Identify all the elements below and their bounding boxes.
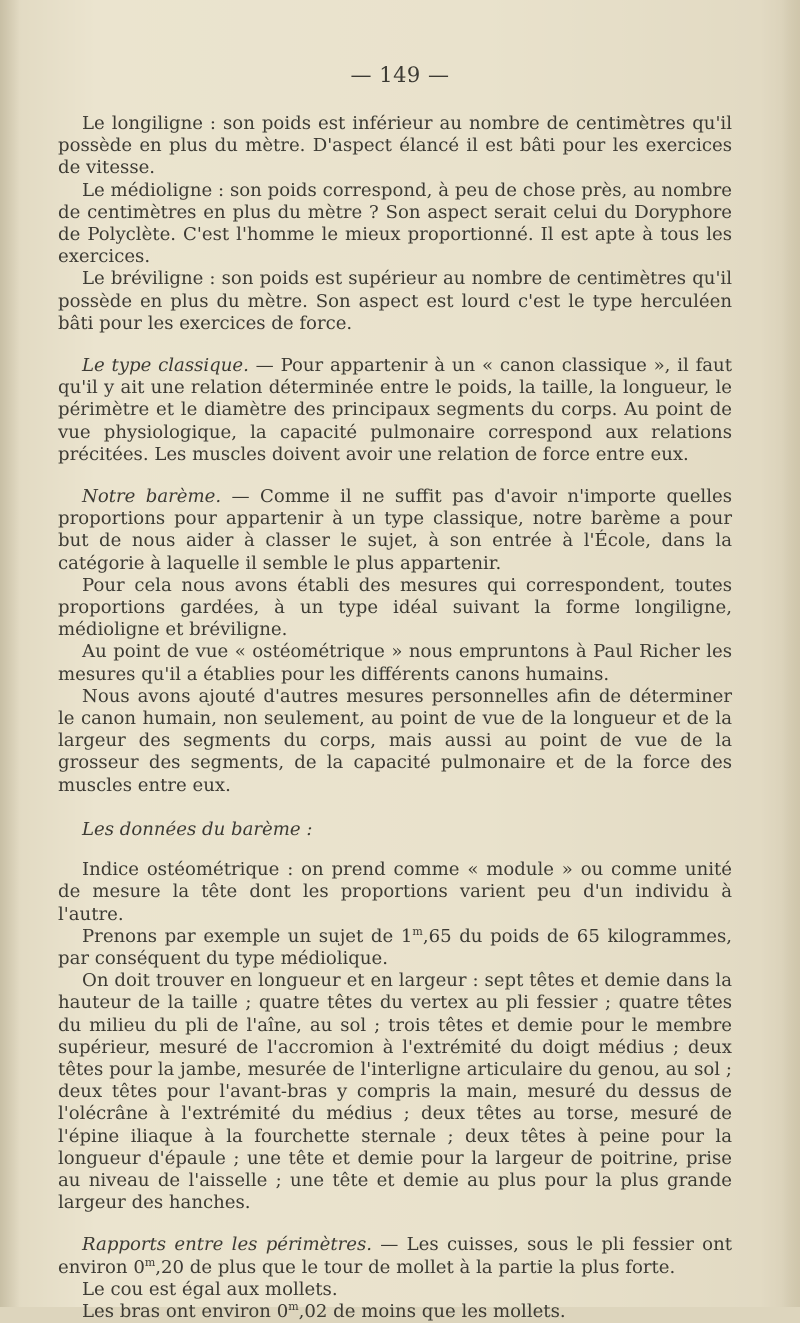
paragraph-notre-bareme	[58, 486, 732, 575]
heading-rapports: Rapports entre les périmètres.	[82, 1234, 372, 1256]
paragraph-text: — Pour appartenir à un « canon classique », il faut qu'il y ait une relation déterminée entre le poids, la taille, la longueur, le périmètre et le diamètre des principaux segments du corps. Au point de vue physiologique, la capacité pulmonaire correspond aux relations précitées. Les muscles doivent avoir une relation de force entre eux.	[58, 355, 732, 465]
superscript-m: m	[412, 924, 423, 938]
heading-notre-bareme: Notre barème.	[82, 486, 222, 508]
paragraph-medioligne: Le médioligne : son poids correspond, à peu de chose près, au nombre de centimètres en plus du mètre ? Son aspect serait celui du Doryphore de Polyclète. C'est l'homme le mieux proportionné. Il est apte à tous les exercices.	[58, 179, 732, 268]
paragraph-donnees-bareme	[58, 819, 732, 841]
paragraph-mesures: Pour cela nous avons établi des mesures qui correspondent, toutes proportions gardées, à un type idéal suivant la forme longiligne, médioligne et bréviligne.	[58, 574, 732, 641]
body-text	[58, 113, 732, 1323]
paragraph-indice: Indice ostéométrique : on prend comme « module » ou comme unité de mesure la tête dont les proportions varient peu d'un individu à l'autre.	[58, 859, 732, 925]
paragraph-osteometrique: Au point de vue « ostéométrique » nous empruntons à Paul Richer les mesures qu'il a établies pour les différents canons humains.	[58, 641, 732, 685]
paragraph-bras	[58, 1301, 732, 1323]
superscript-m: m	[288, 1299, 299, 1313]
paragraph-text: ,65 du poids de 65 kilogrammes, par conséquent du type médiolique.	[58, 925, 732, 969]
paragraph-longiligne: Le longiligne : son poids est inférieur au nombre de centimètres qu'il possède en plus du mètre. D'aspect élancé il est bâti pour les exercices de vitesse.	[58, 113, 732, 179]
heading-donnees-bareme: Les données du barème :	[82, 818, 313, 840]
page-number: — 149 —	[350, 63, 450, 87]
paragraph-cou: Le cou est égal aux mollets.	[82, 1278, 338, 1300]
paragraph-text: ,02 de moins que les mollets.	[298, 1300, 566, 1322]
heading-type-classique: Le type classique.	[82, 355, 249, 377]
paragraph-text: Les bras ont environ 0	[82, 1300, 289, 1322]
paragraph-exemple	[58, 926, 732, 970]
paragraph-longueur-largeur: On doit trouver en longueur et en largeur : sept têtes et demie dans la hauteur de la taille ; quatre têtes du vertex au pli fessier ; quatre têtes du milieu du pli de l'aîne, au sol ; trois têtes et demie pour le membre supérieur, mesuré de l'accromion à l'extrémité du doigt médius ; deux têtes pour la jambe, mesurée de l'interligne articulaire du genou, au sol ; deux têtes pour l'avant-bras y compris la main, mesuré du dessus de l'olécrâne à l'extrémité du médius ; deux têtes au torse, mesuré de l'épine iliaque à la fourchette sternale ; deux têtes à peine pour la longueur d'épaule ; une tête et demie pour la largeur de poitrine, prise au niveau de l'aisselle ; une tête et demie au plus pour la plus grande largeur des hanches.	[58, 970, 732, 1214]
paragraph-type-classique	[58, 355, 732, 466]
paragraph-text: Prenons par exemple un sujet de 1	[82, 925, 413, 947]
paragraph-mesures-personnelles: Nous avons ajouté d'autres mesures personnelles afin de déterminer le canon humain, non seulement, au point de vue de la longueur et de la largeur des segments du corps, mais aussi au point de vue de la grosseur des segments, de la capacité pulmonaire et de la force des muscles entre eux.	[58, 685, 732, 796]
superscript-m: m	[144, 1255, 156, 1269]
paragraph-breviligne: Le bréviligne : son poids est supérieur au nombre de centimètres qu'il possède en plus du mètre. Son aspect est lourd c'est le type herculéen bâti pour les exercices de force.	[58, 268, 732, 334]
paragraph-text: ,20 de plus que le tour de mollet à la partie la plus forte.	[155, 1256, 676, 1278]
paragraph-text: — Les cuisses, sous le pli fessier ont environ 0	[58, 1234, 732, 1278]
paragraph-rapports	[58, 1234, 732, 1278]
page-edge	[782, 0, 800, 1307]
paragraph-text: — Comme il ne suffit pas d'avoir n'importe quelles proportions pour appartenir à un type classique, notre barème a pour but de nous aider à classer le sujet, à son entrée à l'École, dans la catégorie à laquelle il semble le plus appartenir.	[58, 486, 732, 574]
